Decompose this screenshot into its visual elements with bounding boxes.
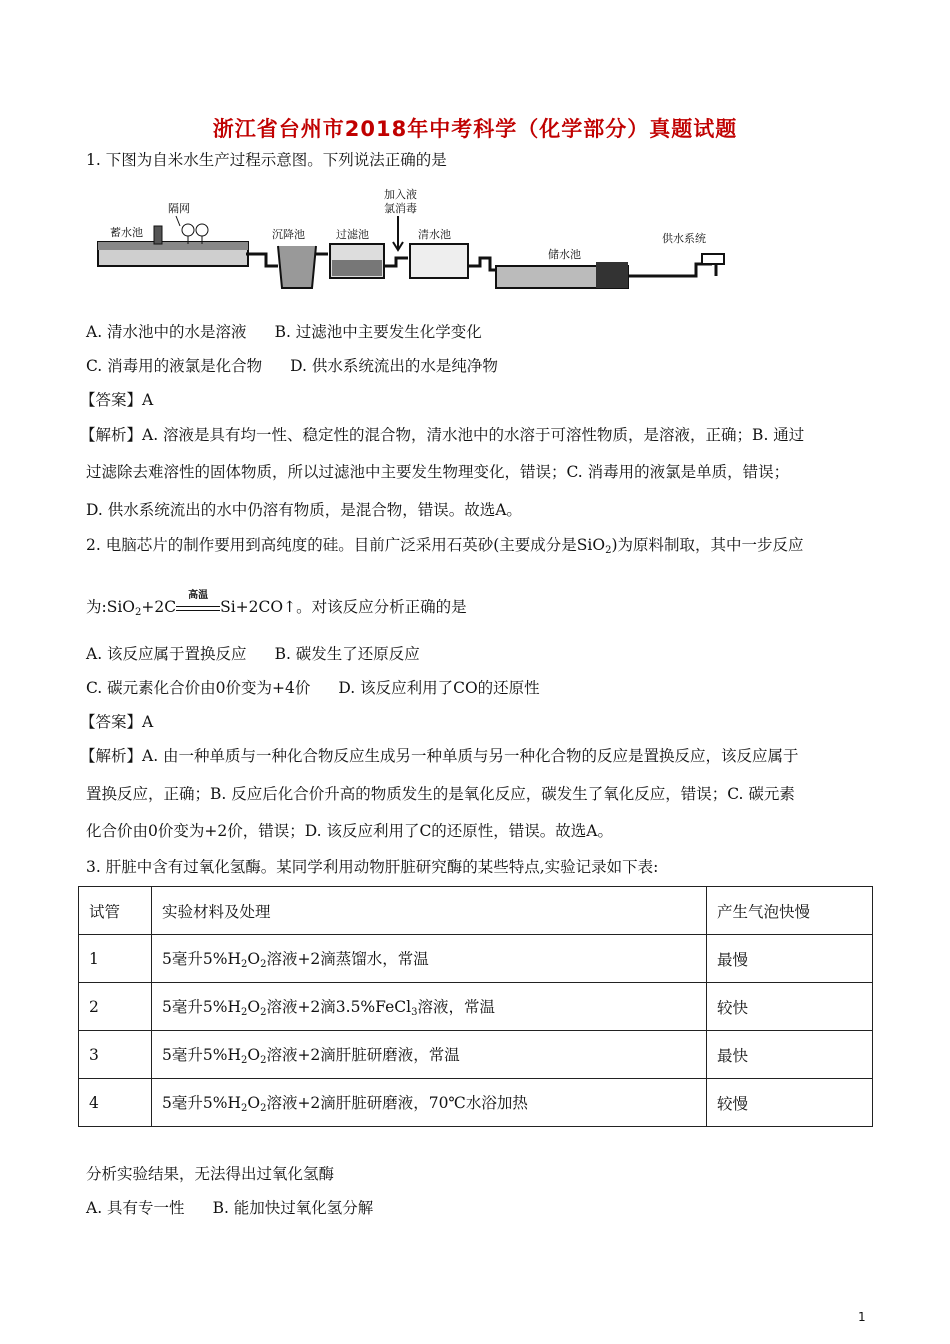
q1-explanation-1: 【解析】A. 溶液是具有均一性、稳定性的混合物，清水池中的水溶于可溶性物质，是溶液，正确；B. 通过 [80, 426, 805, 444]
sub: 2 [260, 959, 267, 970]
page-number: 1 [858, 1310, 866, 1324]
q3-option-a: A. 具有专一性 [86, 1199, 185, 1217]
label-filter: 过滤池 [336, 228, 369, 241]
experiment-table [78, 886, 873, 1127]
label-reservoir: 蓄水池 [110, 226, 143, 239]
sub: 2 [260, 1055, 267, 1066]
q2-option-d: D. 该反应利用了CO的还原性 [338, 679, 540, 697]
q1-stem: 1. 下图为自米水生产过程示意图。下列说法正确的是 [86, 151, 447, 169]
label-chlorine-1: 加入液 [384, 188, 417, 201]
sub: 2 [260, 1103, 267, 1114]
eq-sub: 2 [135, 607, 142, 618]
text: 5毫升5%H [162, 950, 241, 968]
q2-option-a: A. 该反应属于置换反应 [86, 645, 247, 663]
q1-option-a: A. 清水池中的水是溶液 [86, 323, 247, 341]
text: 5毫升5%H [162, 1046, 241, 1064]
sub: 2 [260, 1007, 267, 1018]
tube-number: 3 [79, 1031, 152, 1079]
q2-explanation-1: 【解析】A. 由一种单质与一种化合物反应生成另一种单质与另一种化合物的反应是置换反应，该反应属于 [80, 747, 799, 765]
q2-answer: 【答案】A [80, 713, 154, 731]
text: O [247, 1046, 261, 1064]
text: 溶液，常温 [417, 998, 495, 1016]
q1-options-cd [86, 356, 498, 376]
label-chlorine-2: 氯消毒 [384, 202, 417, 215]
label-sedimentation: 沉降池 [272, 228, 305, 241]
tube-number: 4 [79, 1079, 152, 1127]
sub: 2 [240, 1103, 248, 1114]
eq-part: Si+2CO↑。对该反应分析正确的是 [220, 598, 467, 616]
rate-cell: 最慢 [707, 935, 873, 983]
material-cell [152, 1031, 707, 1079]
q2-stem-part: )为原料制取，其中一步反应 [611, 536, 804, 554]
text: O [247, 950, 261, 968]
text: 溶液+2滴肝脏研磨液，70℃水浴加热 [266, 1094, 528, 1112]
sub: 2 [240, 1007, 248, 1018]
water-treatment-diagram [96, 186, 736, 304]
q2-stem [86, 535, 804, 561]
material-cell [152, 1079, 707, 1127]
q2-equation [86, 590, 467, 623]
q1-answer: 【答案】A [80, 391, 154, 409]
material-cell [152, 983, 707, 1031]
q1-explanation-2: 过滤除去难溶性的固体物质，所以过滤池中主要发生物理变化，错误；C. 消毒用的液氯是单质，错误； [86, 463, 790, 481]
header-material: 实验材料及处理 [152, 887, 707, 935]
text: O [247, 998, 261, 1016]
q3-stem: 3. 肝脏中含有过氧化氢酶。某同学利用动物肝脏研究酶的某些特点,实验记录如下表: [86, 858, 659, 876]
sub: 2 [240, 1055, 248, 1066]
text: 溶液+2滴肝脏研磨液，常温 [266, 1046, 460, 1064]
table-row [79, 983, 873, 1031]
table-row [79, 1031, 873, 1079]
header-tube: 试管 [79, 887, 152, 935]
eq-part: +2C [141, 598, 177, 616]
q2-option-c: C. 碳元素化合价由0价变为+4价 [86, 679, 311, 697]
q2-stem-sub: 2 [605, 545, 612, 556]
label-clear-water: 清水池 [418, 228, 451, 241]
sub: 2 [240, 959, 248, 970]
text: 5毫升5%H [162, 998, 241, 1016]
tube-number: 2 [79, 983, 152, 1031]
text: 溶液+2滴3.5%FeCl [266, 998, 412, 1016]
table-row [79, 935, 873, 983]
q1-options-ab [86, 322, 482, 342]
q1-explanation-3: D. 供水系统流出的水中仍溶有物质，是混合物，错误。故选A。 [86, 501, 522, 519]
q3-options-ab [86, 1198, 373, 1218]
rate-cell: 较快 [707, 983, 873, 1031]
page-title: 浙江省台州市2018年中考科学（化学部分）真题试题 [212, 117, 738, 141]
label-supply: 供水系统 [662, 232, 706, 245]
material-cell [152, 935, 707, 983]
text: 溶液+2滴蒸馏水，常温 [266, 950, 429, 968]
q1-option-b: B. 过滤池中主要发生化学变化 [274, 323, 482, 341]
q3-option-b: B. 能加快过氧化氢分解 [212, 1199, 374, 1217]
text: 5毫升5%H [162, 1094, 241, 1112]
q2-stem-part: 2. 电脑芯片的制作要用到高纯度的硅。目前广泛采用石英砂(主要成分是SiO [86, 536, 606, 554]
table-row [79, 1079, 873, 1127]
rate-cell: 最快 [707, 1031, 873, 1079]
label-screen: 隔网 [168, 202, 190, 215]
q1-option-d: D. 供水系统流出的水是纯净物 [290, 357, 498, 375]
label-storage: 储水池 [548, 248, 581, 261]
rate-cell: 较慢 [707, 1079, 873, 1127]
q2-explanation-3: 化合价由0价变为+2价，错误；D. 该反应利用了C的还原性，错误。故选A。 [86, 822, 613, 840]
condition-text: 高温 [188, 590, 209, 601]
q2-options-ab [86, 644, 420, 664]
q2-option-b: B. 碳发生了还原反应 [274, 645, 420, 663]
reaction-condition [176, 590, 220, 618]
header-rate: 产生气泡快慢 [707, 887, 873, 935]
q3-after-table: 分析实验结果，无法得出过氧化氢酶 [86, 1165, 335, 1183]
q2-explanation-2: 置换反应，正确；B. 反应后化合价升高的物质发生的是氧化反应，碳发生了氧化反应，错误；C. 碳元素 [86, 785, 795, 803]
table-header-row [79, 887, 873, 935]
q2-options-cd [86, 678, 540, 698]
tube-number: 1 [79, 935, 152, 983]
sub: 3 [411, 1007, 418, 1018]
q1-option-c: C. 消毒用的液氯是化合物 [86, 357, 263, 375]
text: O [247, 1094, 261, 1112]
eq-part: 为:SiO [86, 598, 136, 616]
